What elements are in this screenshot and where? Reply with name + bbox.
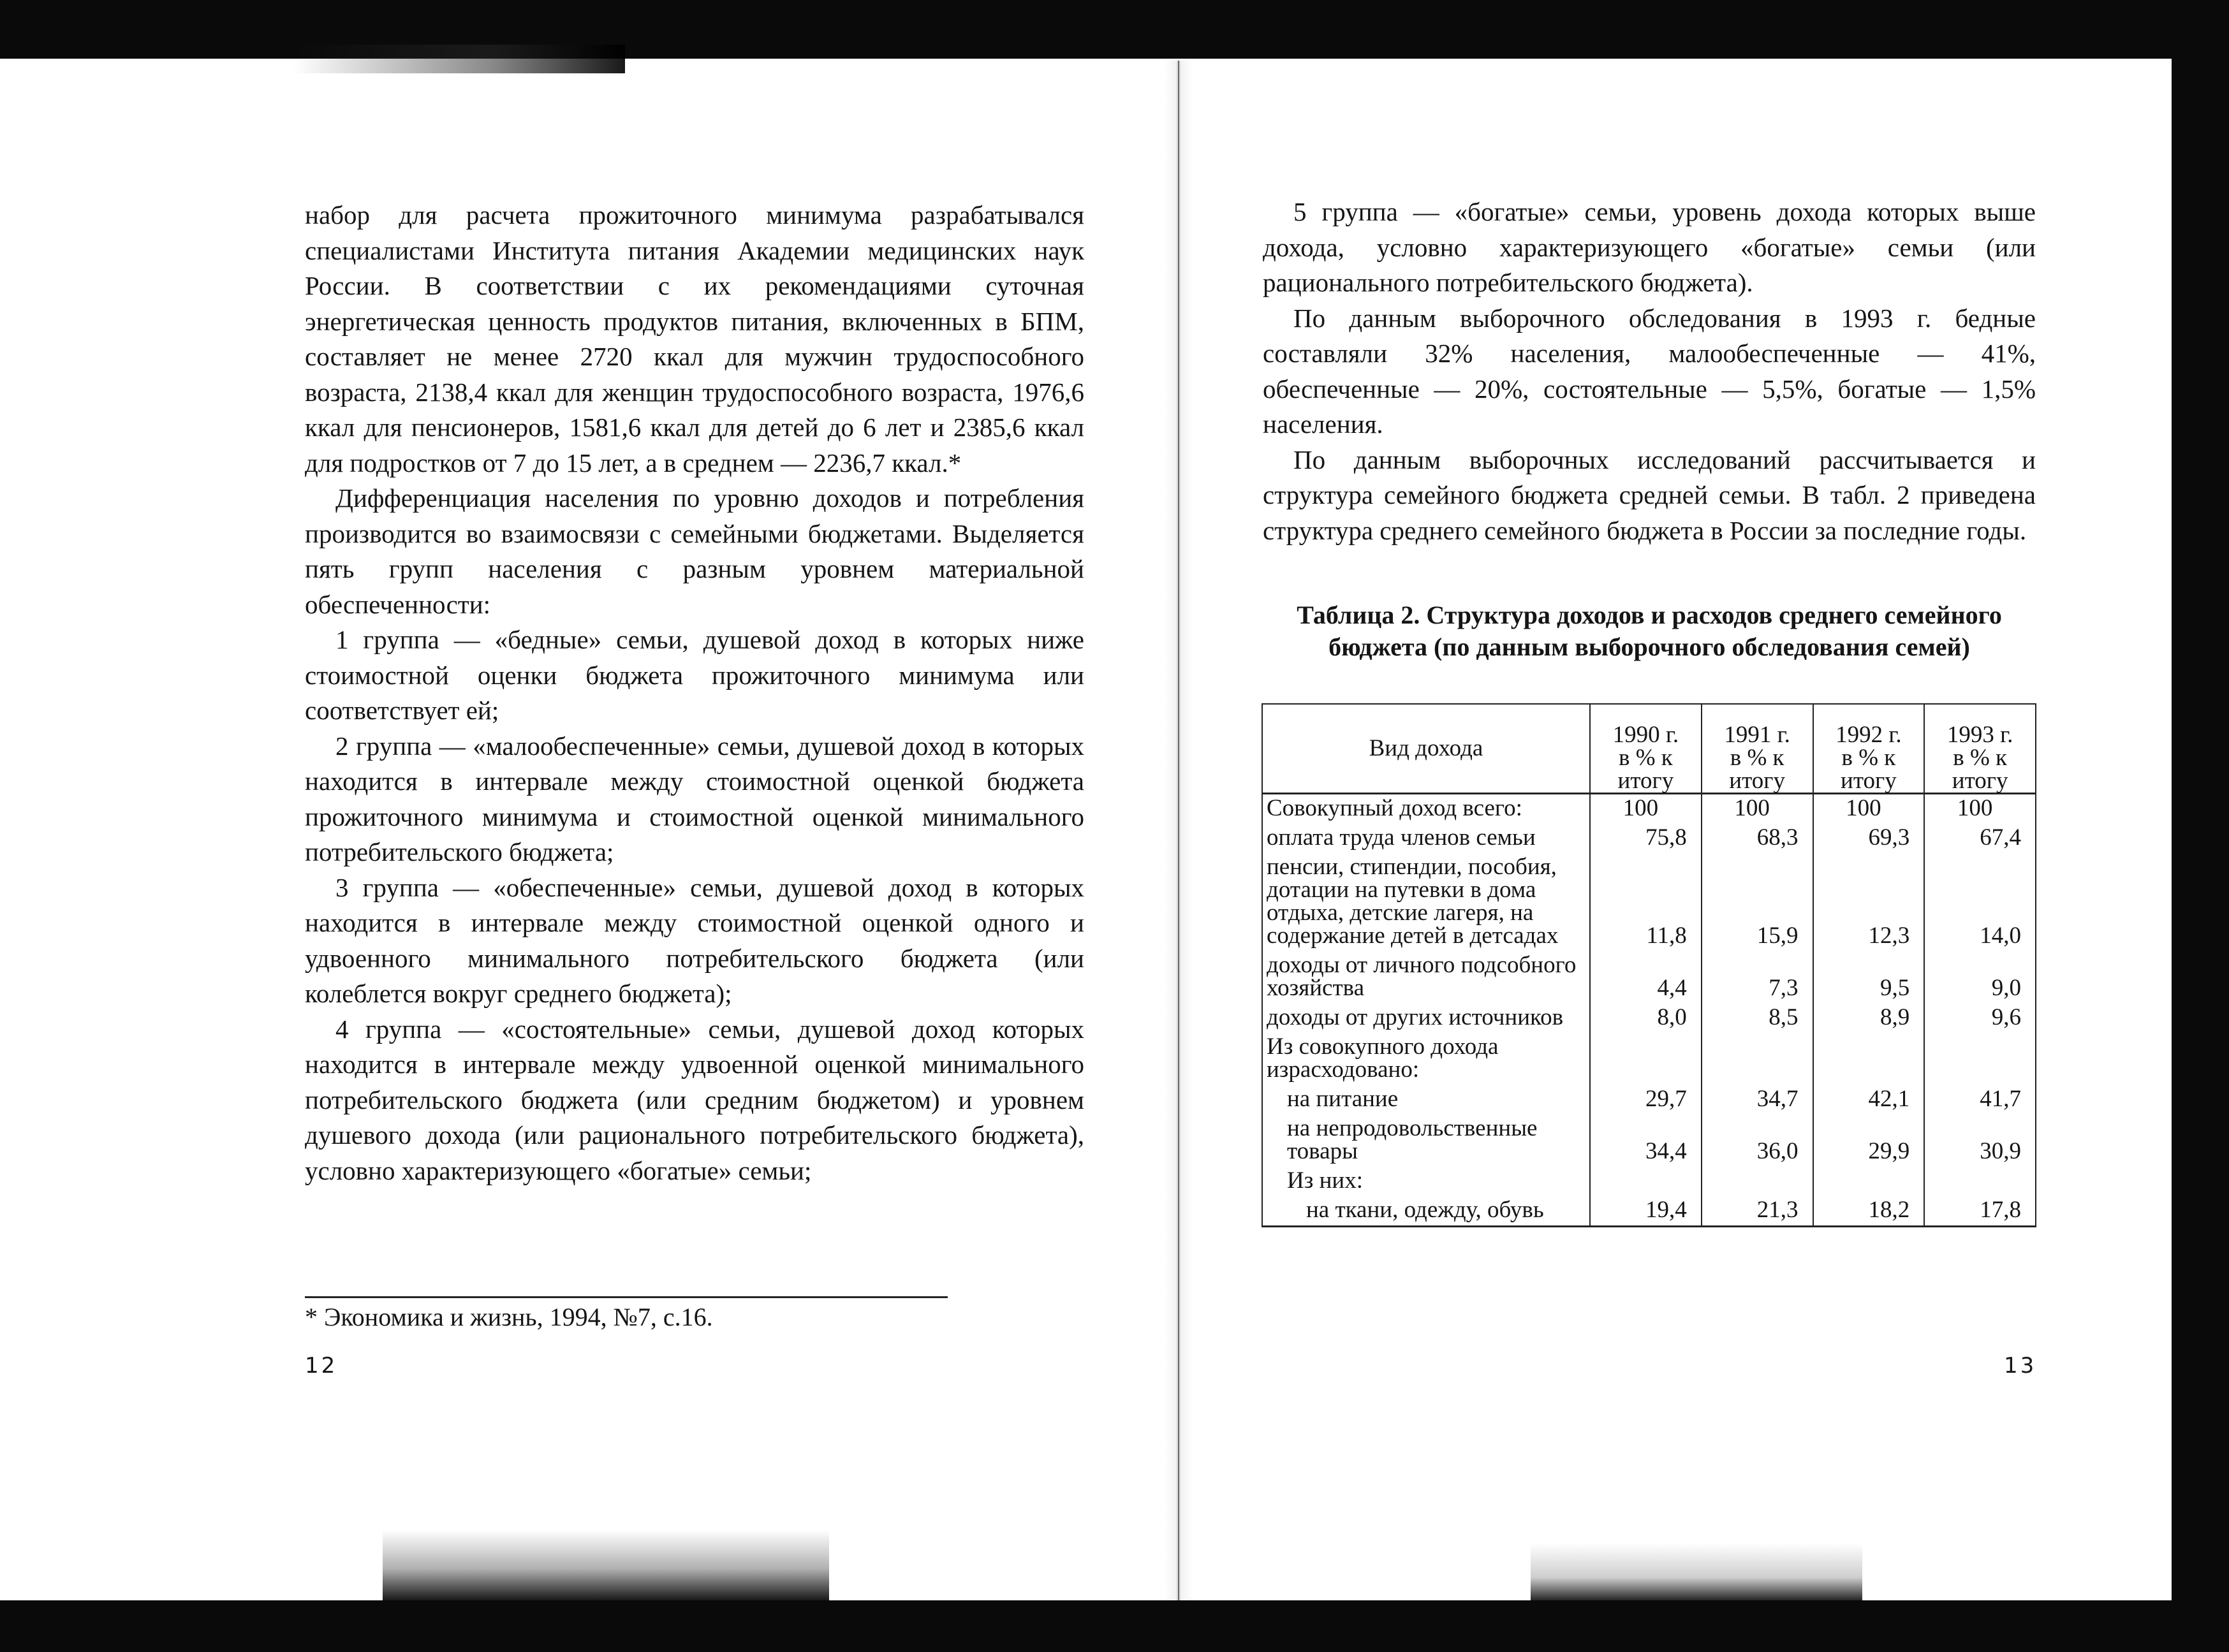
paragraph: 4 группа — «состоятельные» семьи, душевой доход которых находится в интервале между удвоенной оценкой минимального потребительского бюджета (или средним бюджетом) и уровнем душевого дохода (или рационального потребительского бюджета), условно характеризующего «богатые» семьи; (305, 1014, 1084, 1185)
table-row (1262, 1004, 2036, 1033)
page-number-right: 13 (2004, 1353, 2037, 1378)
row-label: на ткани, одежду, обувь (1262, 1196, 1590, 1227)
row-label: Из них: (1262, 1167, 1590, 1196)
table-cell: 8,0 (1590, 1004, 1702, 1033)
paragraph: Дифференциация населения по уровню доходов и потребления производится во взаимосвязи с семейными бюджетами. Выделяется пять групп населения с разным уровнем материальной обеспеченности: (305, 483, 1084, 619)
header-unit: в % к итогу (1617, 745, 1674, 794)
header-unit: в % к итогу (1841, 745, 1897, 794)
header-year-1993: 1993 г. в % к итогу (1924, 704, 2036, 794)
table-cell (1813, 1033, 1925, 1085)
budget-table (1262, 703, 2036, 1227)
table-cell: 100 (1590, 794, 1702, 824)
table-cell: 100 (1924, 794, 2036, 824)
table-cell: 68,3 (1702, 824, 1813, 853)
table-title: Таблица 2. Структура доходов и расходов среднего семейного бюджета (по данным выборочного обследования семей) (1297, 601, 2002, 661)
row-label: доходы от других источников (1262, 1004, 1590, 1033)
table-cell: 34,7 (1702, 1085, 1813, 1115)
table-cell: 34,4 (1590, 1115, 1702, 1167)
row-label: на непродовольственные товары (1262, 1115, 1590, 1167)
left-page-body (305, 198, 1084, 1188)
header-year-1991: 1991 г. в % к итогу (1702, 704, 1813, 794)
table-row (1262, 824, 2036, 853)
table-row (1262, 951, 2036, 1004)
table-cell: 100 (1813, 794, 1925, 824)
scan-smudge-top (293, 45, 625, 73)
scan-smudge-bottom (383, 1530, 829, 1600)
table-cell: 100 (1702, 794, 1813, 824)
table-cell: 9,6 (1924, 1004, 2036, 1033)
row-label: Из совокупного дохода израсходовано: (1262, 1033, 1590, 1085)
table-row (1262, 853, 2036, 951)
header-unit: в % к итогу (1952, 745, 2008, 794)
header-year-1992: 1992 г. в % к итогу (1813, 704, 1925, 794)
table-cell: 69,3 (1813, 824, 1925, 853)
paragraph: 3 группа — «обеспеченные» семьи, душевой доход в которых находится в интервале между стоимостной оценкой одного и удвоенного минимального потребительского бюджета (или колеблется вокруг среднего бюджета); (305, 872, 1084, 1008)
table-cell: 30,9 (1924, 1115, 2036, 1167)
table-row (1262, 1033, 2036, 1085)
table-cell: 4,4 (1590, 951, 1702, 1004)
table-cell: 21,3 (1702, 1196, 1813, 1227)
paragraph: 5 группа — «богатые» семьи, уровень дохода которых выше дохода, условно характеризующего «богатые» семьи (или рационального потребительского бюджета). (1263, 197, 2036, 297)
table-cell: 29,7 (1590, 1085, 1702, 1115)
row-label: на питание (1262, 1085, 1590, 1115)
header-unit: в % к итогу (1729, 745, 1785, 794)
table-cell: 11,8 (1590, 853, 1702, 951)
table-row (1262, 1196, 2036, 1227)
table-cell: 7,3 (1702, 951, 1813, 1004)
table-row (1262, 1115, 2036, 1167)
page-number-left: 12 (305, 1353, 338, 1378)
table-cell: 15,9 (1702, 853, 1813, 951)
table-row (1262, 1085, 2036, 1115)
table-cell (1590, 1167, 1702, 1196)
table-cell: 19,4 (1590, 1196, 1702, 1227)
right-page-body (1263, 194, 2036, 548)
table-cell (1590, 1033, 1702, 1085)
header-label: Вид дохода (1262, 704, 1590, 794)
table-cell: 14,0 (1924, 853, 2036, 951)
table-cell: 67,4 (1924, 824, 2036, 853)
row-label: доходы от личного подсобного хозяйства (1262, 951, 1590, 1004)
table-cell: 12,3 (1813, 853, 1925, 951)
scan-border-bottom (0, 1600, 2229, 1652)
row-label: оплата труда членов семьи (1262, 824, 1590, 853)
scan-border-right (2172, 59, 2229, 1600)
paragraph: По данным выборочных исследований рассчитывается и структура семейного бюджета средней семьи. В табл. 2 приведена структура среднего семейного бюджета в России за последние годы. (1263, 444, 2036, 545)
table-header-row (1262, 704, 2036, 794)
table-cell: 36,0 (1702, 1115, 1813, 1167)
table-cell: 17,8 (1924, 1196, 2036, 1227)
table-cell (1813, 1167, 1925, 1196)
table-cell: 8,5 (1702, 1004, 1813, 1033)
table-cell: 8,9 (1813, 1004, 1925, 1033)
footnote: * Экономика и жизнь, 1994, №7, с.16. (305, 1303, 713, 1331)
row-label: Совокупный доход всего: (1262, 794, 1590, 824)
row-label: пенсии, стипендии, пособия, дотации на путевки в дома отдыха, детские лагеря, на содержание детей в детсадах (1262, 853, 1590, 951)
table-cell: 9,0 (1924, 951, 2036, 1004)
table-cell: 9,5 (1813, 951, 1925, 1004)
header-year-1990: 1990 г. в % к итогу (1590, 704, 1702, 794)
paragraph: 2 группа — «малообеспеченные» семьи, душевой доход в которых находится в интервале между стоимостной оценкой бюджета прожиточного минимума и стоимостной оценкой минимального потребительского бюджета; (305, 731, 1084, 866)
table-cell: 29,9 (1813, 1115, 1925, 1167)
table-cell: 42,1 (1813, 1085, 1925, 1115)
footnote-divider (305, 1296, 948, 1298)
table-cell (1924, 1167, 2036, 1196)
table-cell: 41,7 (1924, 1085, 2036, 1115)
table-cell (1924, 1033, 2036, 1085)
paragraph: По данным выборочного обследования в 1993 г. бедные составляли 32% населения, малообеспеченные — 41%, обеспеченные — 20%, состоятельные — 5,5%, богатые — 1,5% населения. (1263, 303, 2036, 439)
scan-smudge-bottom-right (1531, 1543, 1862, 1600)
table-cell: 18,2 (1813, 1196, 1925, 1227)
table-row (1262, 794, 2036, 824)
table-cell (1702, 1167, 1813, 1196)
table-cell: 75,8 (1590, 824, 1702, 853)
table-cell (1702, 1033, 1813, 1085)
book-spine (1165, 61, 1193, 1600)
paragraph: 1 группа — «бедные» семьи, душевой доход в которых ниже стоимостной оценки бюджета прожиточного минимума или соответствует ей; (305, 625, 1084, 725)
paragraph: набор для расчета прожиточного минимума разрабатывался специалистами Института питания Академии медицинских наук России. В соответствии с их рекомендациями суточная энергетическая ценность продуктов питания, включенных в БПМ, составляет не менее 2720 ккал для мужчин трудоспособного возраста, 2138,4 ккал для женщин трудоспособного возраста, 1976,6 ккал для пенсионеров, 1581,6 ккал для детей до 6 лет и 2385,6 ккал для подростков от 7 до 15 лет, а в среднем — 2236,7 ккал.* (305, 200, 1084, 478)
table-row (1262, 1167, 2036, 1196)
